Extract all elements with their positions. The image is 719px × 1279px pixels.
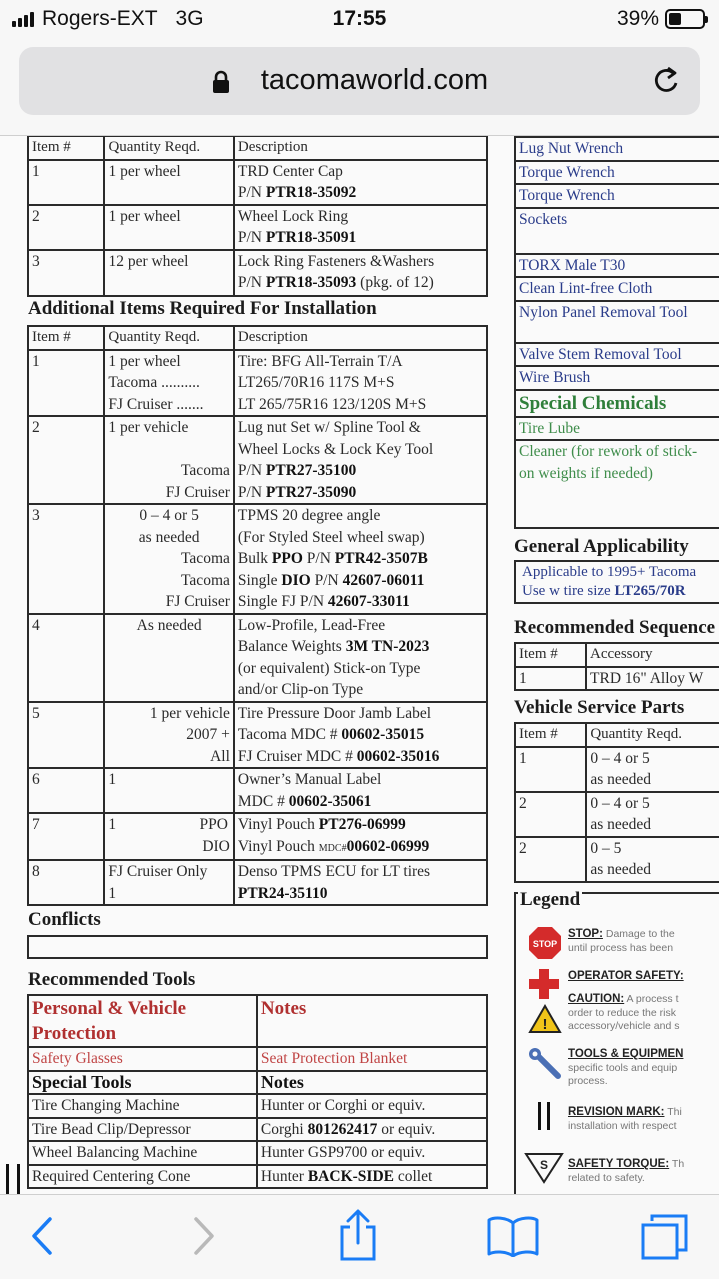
network-type: 3G xyxy=(175,7,204,30)
table-row: Required Centering Cone Hunter BACK-SIDE collet xyxy=(28,1165,487,1189)
table-header-row: Special Tools Notes xyxy=(28,1071,487,1095)
conflicts-box xyxy=(27,935,488,959)
revision-mark xyxy=(6,1164,20,1194)
table-row: Wheel Balancing Machine Hunter GSP9700 or equiv. xyxy=(28,1141,487,1165)
carrier-name: Rogers-EXT xyxy=(42,7,158,30)
legend-safety-torque: SAFETY TORQUE: Th related to safety. xyxy=(568,1158,685,1184)
additional-items-table xyxy=(27,325,488,906)
vehicle-service-parts-table: Item # Quantity Reqd. 1 0 – 4 or 5 as needed 2 0 – 4 or 5 as needed 2 0 – 5 as needed xyxy=(514,722,719,883)
table-header-row xyxy=(28,136,487,160)
header-item: Item # xyxy=(28,136,104,160)
table-row: 1 1 per wheel TRD Center Cap P/N PTR18-35092 xyxy=(28,160,487,205)
svg-text:!: ! xyxy=(542,1016,548,1033)
svg-text:S: S xyxy=(539,1158,549,1172)
recommended-tools-table xyxy=(27,994,488,1189)
reload-icon[interactable] xyxy=(652,65,682,97)
table-row: Tire Changing Machine Hunter or Corghi or equiv. xyxy=(28,1094,487,1118)
table-row: 2 1 per wheel Wheel Lock Ring P/N PTR18-35091 xyxy=(28,205,487,250)
recommended-tools-title: Recommended Tools xyxy=(28,969,196,990)
recommended-sequence-title: Recommended Sequence xyxy=(514,617,716,638)
legend-stop: STOP: Damage to the until process has been xyxy=(568,928,675,954)
additional-items-title: Additional Items Required For Installation xyxy=(28,298,377,319)
forward-icon[interactable] xyxy=(188,1213,218,1259)
status-bar xyxy=(0,0,719,40)
safari-toolbar xyxy=(0,1194,719,1279)
url-text: tacomaworld.com xyxy=(260,64,489,96)
table-row: 7 1 PPO DIO Vinyl Pouch PT276-06999 Vinyl Pouch MDC#00602-06999 xyxy=(28,813,487,860)
bookmarks-icon[interactable] xyxy=(486,1215,540,1257)
right-tools-list: Lug Nut Wrench Torque Wrench Torque Wrench Sockets TORX Male T30 Clean Lint-free Cloth Nylon Panel Removal Tool Valve Stem Removal Tool Wire Brush Special Chemicals Tire Lube Cleaner (for rework of stick- on weights if needed) xyxy=(514,136,719,529)
general-applicability-title: General Applicability xyxy=(514,536,689,557)
table-row: Tire Bead Clip/Depressor Corghi 801262417 or equiv. xyxy=(28,1118,487,1142)
share-icon[interactable] xyxy=(336,1209,380,1261)
table-row: 3 0 – 4 or 5 as needed Tacoma Tacoma FJ Cruiser TPMS 20 degree angle (For Styled Steel wheel swap) Bulk PPO P/N PTR42-3507B Single DIO P/N 42607-06011 Single FJ P/N 42607-33011 xyxy=(28,504,487,614)
table-row: Safety Glasses Seat Protection Blanket xyxy=(28,1047,487,1071)
parts-table xyxy=(27,136,488,297)
address-bar[interactable] xyxy=(19,47,700,115)
table-row: 1 1 per wheel Tacoma .......... FJ Cruiser ....... Tire: BFG All-Terrain T/A LT265/70R16 117S M+S LT 265/75R16 123/120S M+S xyxy=(28,350,487,417)
table-row: 2 1 per vehicle Tacoma FJ Cruiser Lug nut Set w/ Spline Tool & Wheel Locks & Lock Key Tool P/N PTR27-35100 P/N PTR27-35090 xyxy=(28,416,487,504)
vehicle-service-parts-title: Vehicle Service Parts xyxy=(514,697,685,718)
legend-operator-safety: OPERATOR SAFETY: xyxy=(568,970,684,982)
svg-text:STOP: STOP xyxy=(532,939,558,949)
table-header-row: Item # Quantity Reqd. Description xyxy=(28,326,487,350)
table-row: 4 As needed Low-Profile, Lead-Free Balance Weights 3M TN-2023 (or equivalent) Stick-on Type and/or Clip-on Type xyxy=(28,614,487,702)
legend-tools-equipment: TOOLS & EQUIPMEN specific tools and equip process. xyxy=(568,1048,684,1087)
clock: 17:55 xyxy=(332,7,387,30)
legend-revision-mark: REVISION MARK: Thi installation with respect xyxy=(568,1106,682,1132)
table-row: 5 1 per vehicle 2007 + All Tire Pressure Door Jamb Label Tacoma MDC # 00602-35015 FJ Cruiser MDC # 00602-35016 xyxy=(28,702,487,769)
table-row: 3 12 per wheel Lock Ring Fasteners &Washers P/N PTR18-35093 (pkg. of 12) xyxy=(28,250,487,296)
header-description: Description xyxy=(234,136,487,160)
legend-caution: CAUTION: A process t order to reduce the risk accessory/vehicle and s xyxy=(568,993,680,1032)
tabs-icon[interactable] xyxy=(640,1213,690,1261)
table-row: 8 FJ Cruiser Only 1 Denso TPMS ECU for LT tires PTR24-35110 xyxy=(28,860,487,905)
back-icon[interactable] xyxy=(28,1213,58,1259)
legend-title: Legend xyxy=(520,889,581,910)
general-applicability-box: Applicable to 1995+ Tacoma Use w tire size LT265/70R xyxy=(514,560,719,604)
conflicts-title: Conflicts xyxy=(28,909,101,930)
recommended-sequence-table: Item # Accessory 1 TRD 16" Alloy W xyxy=(514,642,719,691)
browser-address-area xyxy=(0,40,719,136)
header-quantity: Quantity Reqd. xyxy=(104,136,233,160)
document-image xyxy=(0,136,719,1194)
table-row: 6 1 Owner’s Manual Label MDC # 00602-35061 xyxy=(28,768,487,813)
battery-percent: 39% xyxy=(616,7,659,30)
table-header-row: Personal & Vehicle Protection Notes xyxy=(28,995,487,1047)
battery-icon xyxy=(665,9,705,29)
